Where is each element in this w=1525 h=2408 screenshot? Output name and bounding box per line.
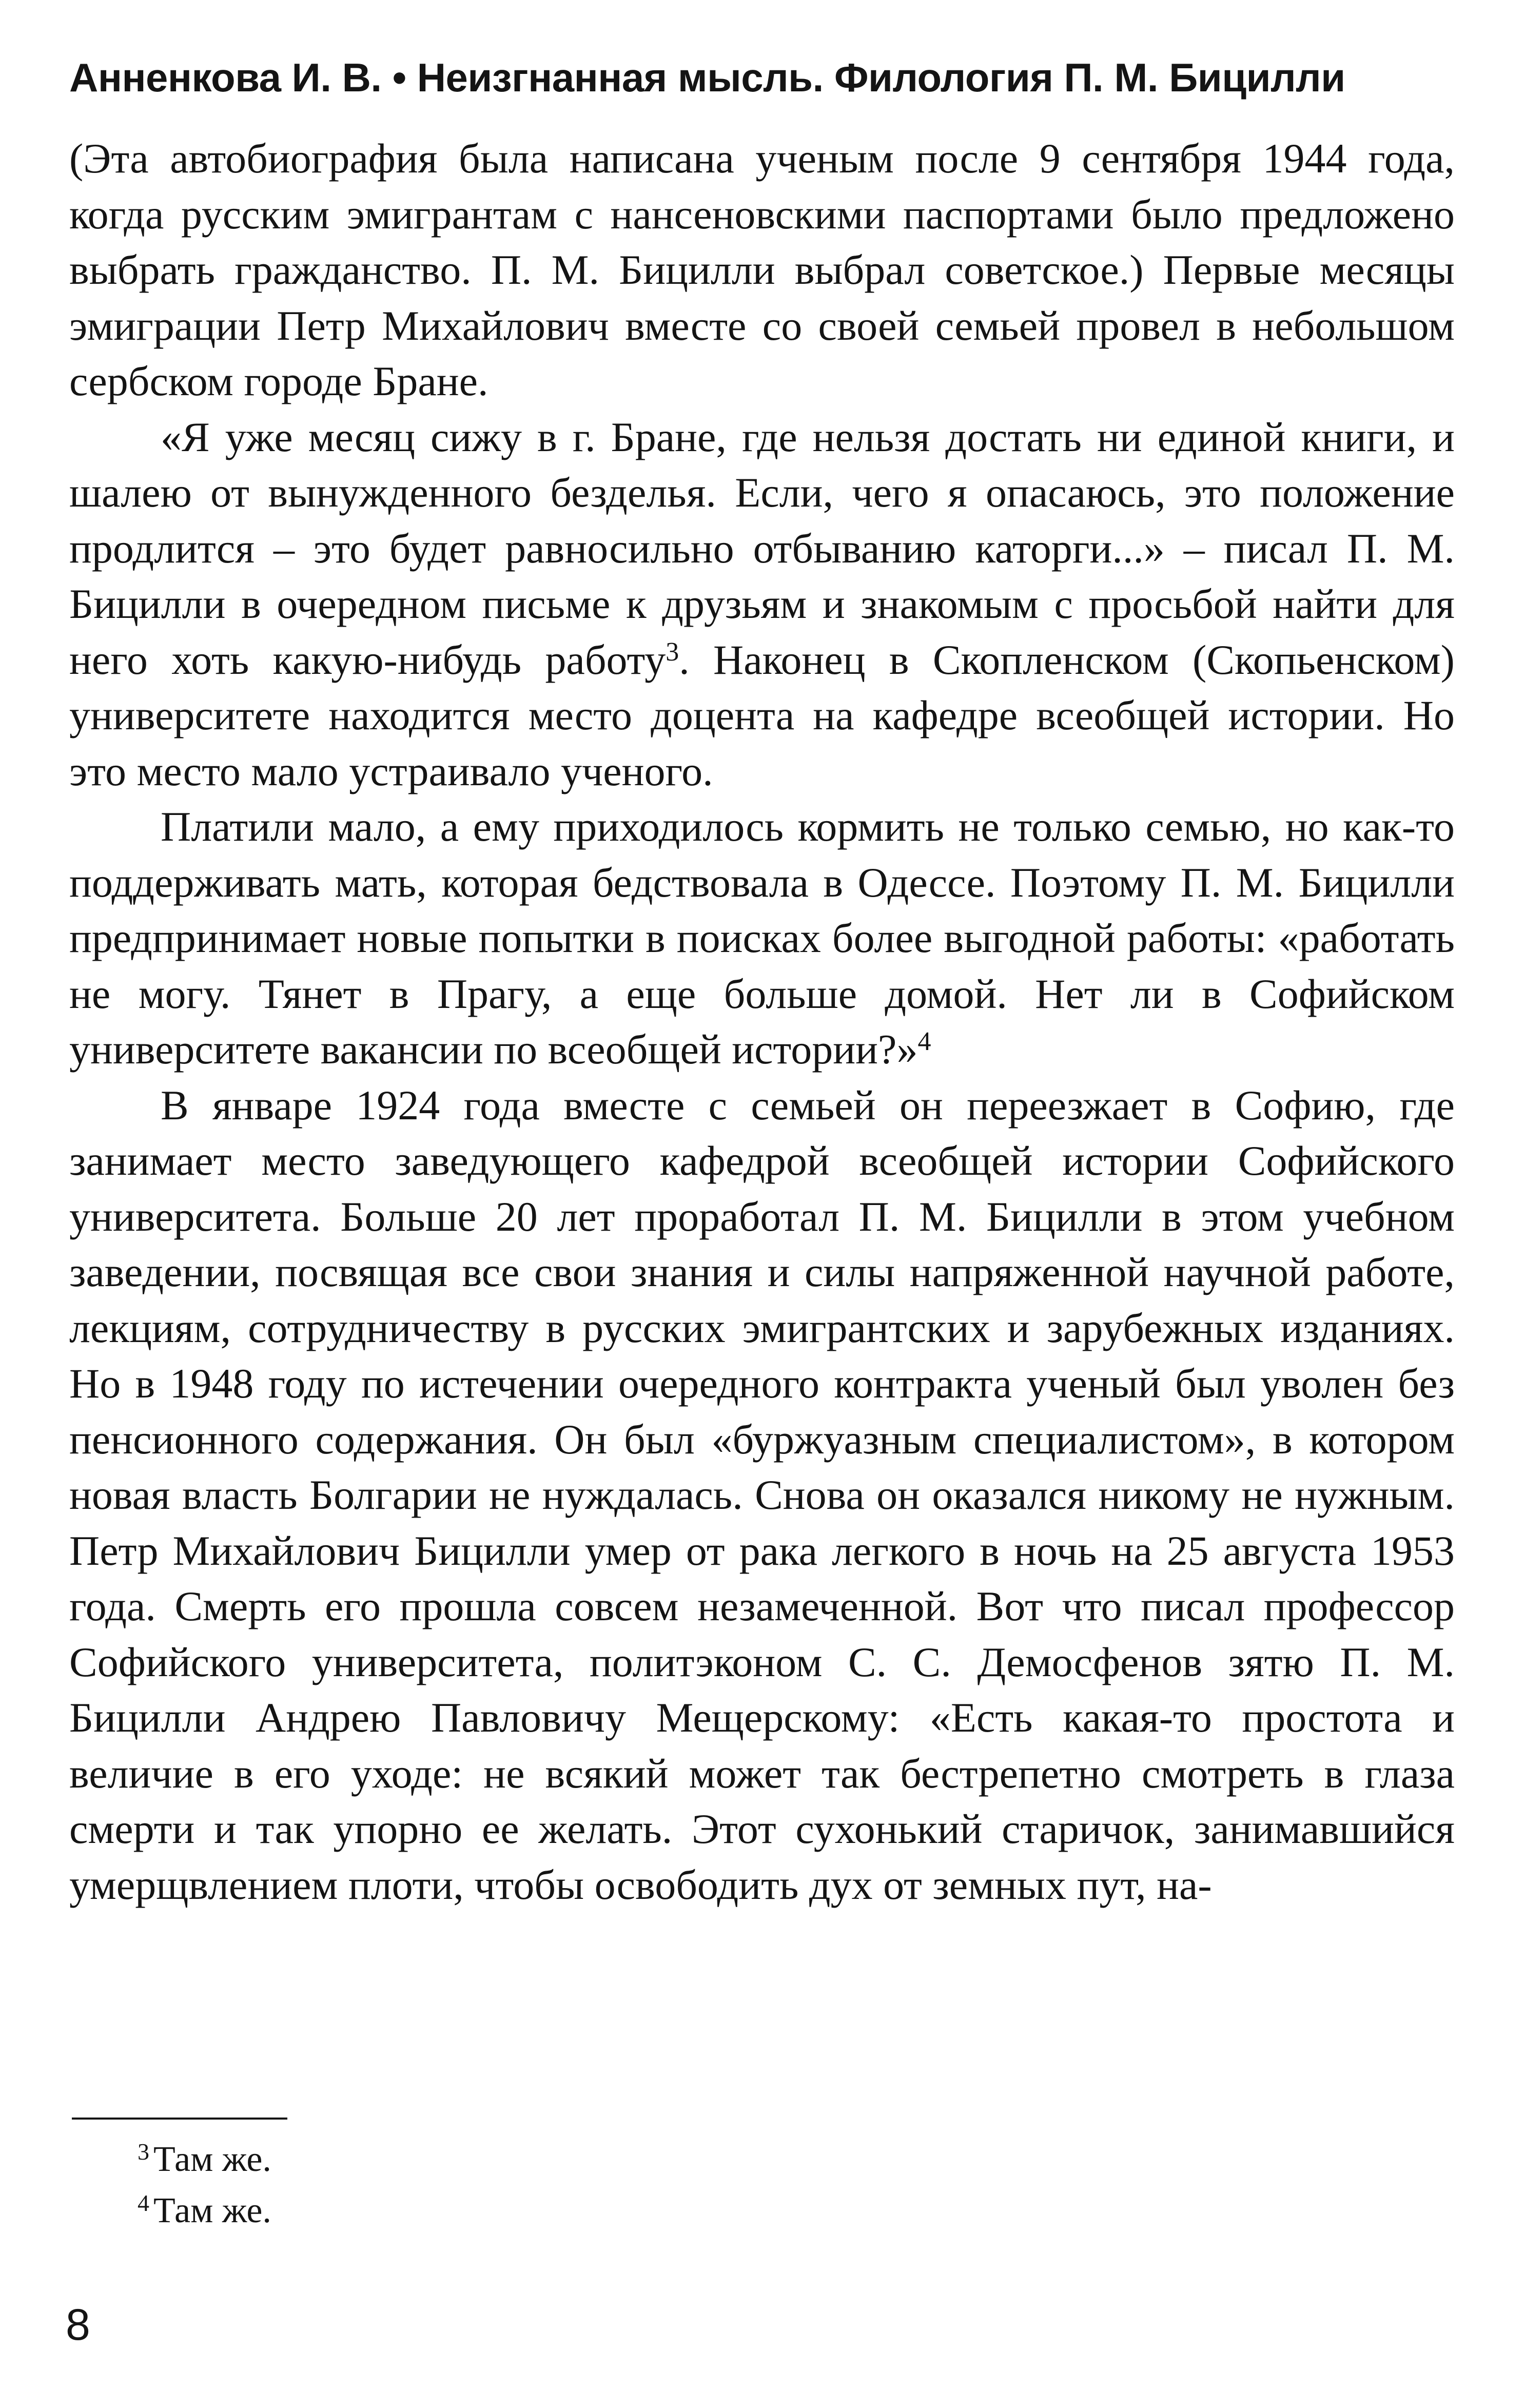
footnote-ref-3[interactable]: 3 [666, 637, 679, 667]
footnotes [138, 2134, 271, 2237]
footnote-divider [72, 2118, 287, 2120]
paragraph-text: Платили мало, а ему приходилось кормить не только семью, но как-то поддерживать мать, которая бедствовала в Одессе. Поэтому П. М. Бицилли предпринимает новые попытки в поисках более выгодной работы: «работать не могу. Тянет в Прагу, а еще больше домой. Нет ли в Софийском университете вакансии по всеобщей истории?» [69, 803, 1455, 1073]
paragraph-text: . Наконец в Скопленском (Скопьенском) университете находится место доцента на кафедре всеобщей истории. Но это место мало устраивало ученого. [69, 636, 1455, 794]
page-number: 8 [66, 2300, 90, 2349]
body-text [69, 131, 1455, 1913]
footnote-ref-4[interactable]: 4 [917, 1027, 931, 1056]
footnote-text: Там же. [153, 2191, 271, 2230]
footnote-mark: 3 [138, 2139, 149, 2165]
footnote-3 [138, 2134, 271, 2185]
paragraph-2 [69, 410, 1455, 800]
footnote-4 [138, 2185, 271, 2237]
paragraph-text: «Я уже месяц сижу в г. Бране, где нельзя достать ни единой книги, и шалею от вынужденного безделья. Если, чего я опасаюсь, это положение продлится – это будет равносильно отбыванию каторги...» – писал П. М. Бицилли в очередном письме к друзьям и знакомым с просьбой найти для него хоть какую-нибудь работу [69, 413, 1455, 683]
footnote-mark: 4 [138, 2190, 149, 2216]
footnote-text: Там же. [153, 2140, 271, 2179]
running-head: Анненкова И. В. • Неизгнанная мысль. Филология П. М. Бицилли [69, 55, 1345, 100]
paragraph-3 [69, 799, 1455, 1078]
paragraph-4: В январе 1924 года вместе с семьей он переезжает в Софию, где занимает место заведующего кафедрой всеобщей истории Софийского университета. Больше 20 лет проработал П. М. Бицилли в этом учебном заведении, посвящая все свои знания и силы напряженной научной работе, лекциям, сотрудничеству в русских эмигрантских и зарубежных изданиях. Но в 1948 году по истечении очередного контракта ученый был уволен без пенсионного содержания. Он был «буржуазным специалистом», в котором новая власть Болгарии не нуждалась. Снова он оказался никому не нужным. Петр Михайлович Бицилли умер от рака легкого в ночь на 25 августа 1953 года. Смерть его прошла совсем незамеченной. Вот что писал профессор Софийского университета, политэконом С. С. Демосфенов зятю П. М. Бицилли Андрею Павловичу Мещерскому: «Есть какая-то простота и величие в его уходе: не всякий может так бестрепетно смотреть в глаза смерти и так упорно ее желать. Этот сухонький старичок, занимавшийся умерщвлением плоти, чтобы освободить дух от земных пут, на- [69, 1081, 1455, 1908]
paragraph-1: (Эта автобиография была написана ученым после 9 сентября 1944 года, когда русским эмигрантам с нансеновскими паспортами было предложено выбрать гражданство. П. М. Бицилли выбрал советское.) Первые месяцы эмиграции Петр Михайлович вместе со своей семьей провел в небольшом сербском городе Бране. [69, 135, 1455, 404]
